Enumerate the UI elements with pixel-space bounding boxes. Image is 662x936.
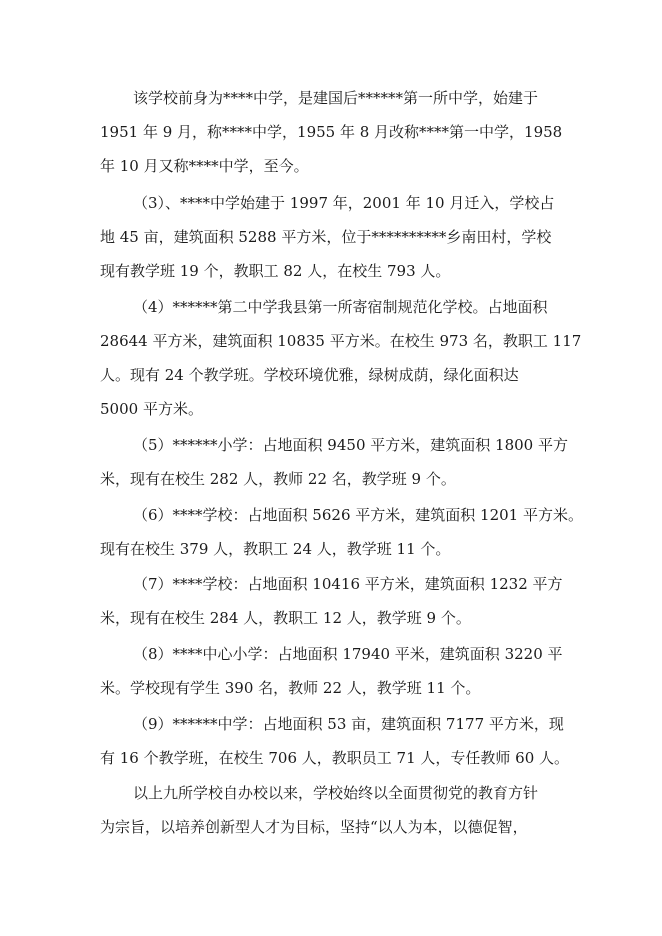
paragraph-9-line-2: 为宗旨，以培养创新型人才为目标，坚持“以人为本，以德促智， [100, 818, 528, 836]
paragraph-8-line-2: 有 16 个教学班，在校生 706 人，教职员工 71 人，专任教师 60 人。 [100, 749, 570, 767]
paragraph-3-line-2: 28644 平方米，建筑面积 10835 平方米。在校生 973 名，教职工 117 [100, 332, 582, 350]
paragraph-1-line-1: 该学校前身为****中学，是建国后******第一所中学，始建于 [133, 89, 539, 107]
paragraph-4-line-1: （5）******小学：占地面积 9450 平方米，建筑面积 1800 平方 [133, 436, 568, 454]
paragraph-7-line-1: （8）****中心小学：占地面积 17940 平米，建筑面积 3220 平 [133, 645, 563, 663]
paragraph-5-line-1: （6）****学校：占地面积 5626 平方米，建筑面积 1201 平方米。 [133, 506, 583, 524]
paragraph-3-line-4: 5000 平方米。 [100, 400, 203, 418]
paragraph-1-line-3: 年 10 月又称****中学，至今。 [100, 157, 309, 175]
paragraph-2-line-3: 现有教学班 19 个，教职工 82 人，在校生 793 人。 [100, 262, 451, 280]
paragraph-3-line-1: （4）******第二中学我县第一所寄宿制规范化学校。占地面积 [133, 298, 548, 316]
paragraph-3-line-3: 人。现有 24 个教学班。学校环境优雅，绿树成荫，绿化面积达 [100, 366, 519, 384]
paragraph-1-line-2: 1951 年 9 月，称****中学，1955 年 8 月改称****第一中学，1958 [100, 123, 563, 141]
paragraph-4-line-2: 米，现有在校生 282 人，教师 22 名，教学班 9 个。 [100, 470, 456, 488]
paragraph-2-line-2: 地 45 亩，建筑面积 5288 平方米，位于**********乡南田村，学校 [100, 228, 552, 246]
paragraph-2-line-1: （3）、****中学始建于 1997 年，2001 年 10 月迁入，学校占 [133, 194, 555, 212]
paragraph-6-line-1: （7）****学校：占地面积 10416 平方米，建筑面积 1232 平方 [133, 575, 563, 593]
paragraph-8-line-1: （9）******中学：占地面积 53 亩，建筑面积 7177 平方米，现 [133, 715, 564, 733]
paragraph-6-line-2: 米，现有在校生 284 人，教职工 12 人，教学班 9 个。 [100, 609, 471, 627]
paragraph-9-line-1: 以上九所学校自办校以来，学校始终以全面贯彻党的教育方针 [133, 784, 539, 802]
paragraph-5-line-2: 现有在校生 379 人，教职工 24 人，教学班 11 个。 [100, 540, 451, 558]
paragraph-7-line-2: 米。学校现有学生 390 名，教师 22 人，教学班 11 个。 [100, 679, 481, 697]
